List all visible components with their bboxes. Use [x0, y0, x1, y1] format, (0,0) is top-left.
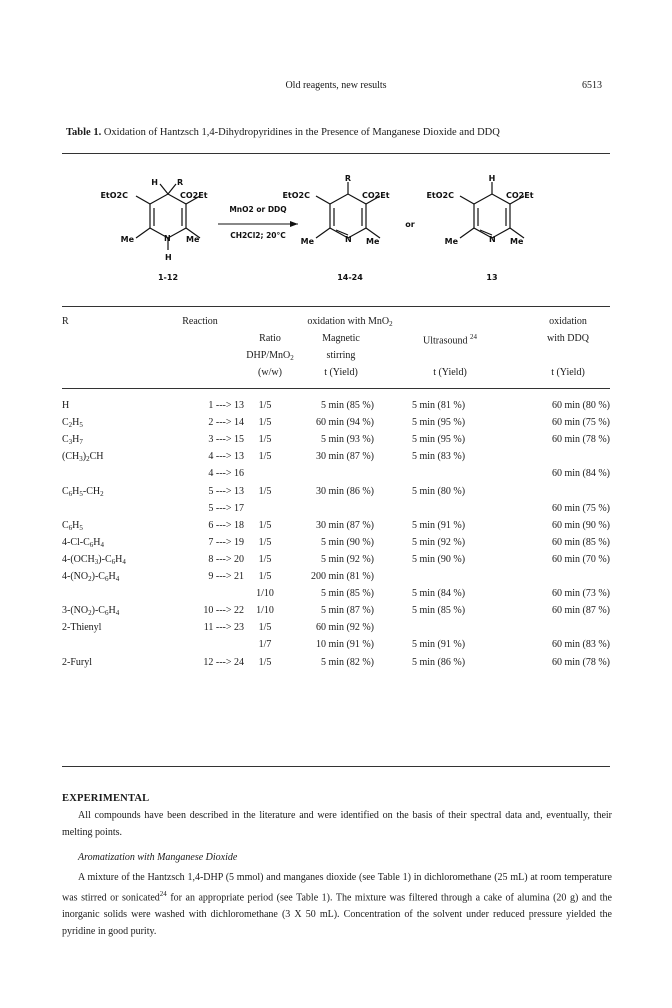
cell-r: $4-(OCH_3)-C_6H_4$ [62, 553, 126, 566]
cell-reaction: 5 ---> 17 [208, 502, 244, 514]
cell-magnetic: 5 min (90 %) [320, 536, 374, 548]
p2-h: H [488, 174, 496, 183]
rule-header-bottom [62, 388, 610, 389]
cell-ddq: 60 min (90 %) [551, 519, 610, 531]
cell-ratio: 1/7 [258, 639, 272, 651]
sm-label: 1-12 [157, 273, 179, 282]
cell-ultrasound: 5 min (92 %) [412, 536, 466, 548]
p1-label: 14-24 [337, 273, 363, 282]
sm-r: R [177, 178, 184, 187]
header-ratio: Ratio [259, 333, 281, 344]
cell-r: $(CH_3)_2CH$ [62, 451, 104, 464]
cell-reaction: 11 ---> 23 [203, 622, 244, 634]
cell-magnetic: 10 min (91 %) [315, 639, 374, 651]
cell-reaction: 3 ---> 15 [208, 434, 244, 446]
cell-magnetic: 5 min (93 %) [320, 434, 374, 446]
running-head [0, 80, 672, 96]
header-magnetic: Magnetic [322, 333, 360, 344]
p1-me-left: Me [300, 237, 314, 246]
header-r: R [62, 316, 69, 327]
cell-magnetic: 5 min (87 %) [320, 605, 374, 617]
p1-r: R [344, 174, 352, 183]
cell-magnetic: 60 min (92 %) [315, 622, 374, 634]
cell-magnetic: 30 min (87 %) [315, 519, 374, 531]
cell-magnetic: 30 min (86 %) [315, 485, 374, 497]
cell-magnetic: 30 min (87 %) [315, 451, 374, 463]
cell-reaction: 5 ---> 13 [208, 485, 244, 497]
cell-ddq: 60 min (87 %) [551, 605, 610, 617]
running-title: Old reagents, new results [285, 80, 387, 91]
sm-nh: H [165, 253, 172, 262]
cell-ratio: 1/5 [258, 553, 272, 565]
cell-magnetic: 200 min (81 %) [310, 571, 374, 582]
reaction-scheme [0, 172, 672, 290]
sm-h: H [151, 178, 158, 187]
cell-r: 2-Furyl [62, 656, 92, 668]
cell-reaction: 8 ---> 20 [208, 553, 244, 565]
cell-reaction: 12 ---> 24 [203, 656, 244, 668]
p2-me-left: Me [444, 237, 458, 246]
cell-ultrasound: 5 min (84 %) [412, 588, 466, 600]
cell-ratio: 1/5 [258, 622, 272, 634]
p2-n: N [489, 235, 496, 244]
rule-bottom [62, 766, 610, 767]
header-ultrasound [400, 333, 500, 346]
cell-ultrasound: 5 min (90 %) [412, 553, 466, 565]
cell-ddq: 60 min (85 %) [551, 536, 610, 548]
sm-n: N [164, 234, 171, 243]
cell-ratio: 1/5 [258, 417, 272, 429]
header-ddq3: t (Yield) [551, 367, 585, 378]
cell-reaction: 9 ---> 21 [208, 571, 244, 582]
reagent-top: MnO2 or DDQ [229, 205, 287, 214]
page-number: 6513 [582, 80, 602, 91]
table-caption [66, 127, 500, 138]
cell-ddq: 60 min (75 %) [551, 502, 610, 514]
header-ultrasound3: t (Yield) [433, 367, 467, 378]
procedure-part1: A mixture of the Hantzsch 1,4-DHP (5 mmol) and manganes dioxide (see Table 1) in dichloromethane (25 mL) at room temperature was stirred or sonicated [62, 872, 612, 904]
cell-ddq: 60 min (70 %) [551, 553, 610, 565]
cell-reaction: 4 ---> 13 [208, 451, 244, 463]
cell-ultrasound: 5 min (91 %) [412, 639, 466, 651]
cell-ratio: 1/5 [258, 656, 272, 668]
header-oxidation-mno2 [270, 316, 430, 328]
p2-ester-left: EtO2C [426, 191, 454, 200]
cell-ultrasound: 5 min (91 %) [412, 519, 466, 531]
cell-reaction: 10 ---> 22 [203, 605, 244, 617]
cell-magnetic: 60 min (94 %) [315, 417, 374, 429]
cell-ratio: 1/5 [258, 485, 272, 497]
subheading-mno2: Aromatization with Manganese Dioxide [78, 852, 238, 863]
procedure-part2: for an appropriate period (see Table 1). The mixture was filtered through a cake of alumina (20 g) and the inorganic solids were washed with dichloromethane (3 X 50 mL). Concentration of the solvent under reduced pressure yielded the pyridine in good purity. [62, 892, 612, 938]
cell-ratio: 1/5 [258, 434, 272, 446]
cell-ratio: 1/5 [258, 571, 272, 582]
rule-top [62, 153, 610, 154]
cell-ratio: 1/5 [258, 536, 272, 548]
header-ddq: oxidation [549, 316, 587, 327]
cell-magnetic: 5 min (82 %) [320, 656, 374, 668]
cell-ratio: 1/5 [258, 519, 272, 531]
scheme-or: or [405, 220, 415, 229]
cell-ratio: 1/5 [258, 451, 272, 463]
p2-ester-right: CO2Et [506, 191, 534, 200]
cell-reaction: 2 ---> 14 [208, 417, 244, 429]
cell-ddq: 60 min (78 %) [551, 656, 610, 668]
cell-ultrasound: 5 min (80 %) [412, 485, 466, 497]
cell-ultrasound: 5 min (86 %) [412, 656, 466, 668]
cell-r: $C_2H_5$ [62, 417, 83, 430]
p1-ester-left: EtO2C [282, 191, 310, 200]
p2-label: 13 [486, 273, 498, 282]
table-caption-text: Oxidation of Hantzsch 1,4-Dihydropyridines in the Presence of Manganese Dioxide and DDQ [103, 127, 500, 138]
header-ultrasound-text: Ultrasound [423, 335, 468, 347]
table-label: Table 1. [66, 127, 102, 138]
cell-r: $C_6H_5$ [62, 519, 83, 532]
cell-ratio: 1/5 [258, 400, 272, 411]
procedure-ref: 24 [159, 890, 167, 898]
cell-ultrasound: 5 min (95 %) [412, 434, 466, 446]
cell-r: 2-Thienyl [62, 622, 102, 634]
cell-r: $4-(NO_2)-C_6H_4$ [62, 571, 120, 583]
reaction-scheme-svg [0, 172, 672, 290]
p1-n: N [345, 235, 352, 244]
reagent-bottom: CH2Cl2; 20°C [230, 231, 286, 240]
cell-reaction: 1 ---> 13 [208, 400, 244, 411]
cell-ddq: 60 min (80 %) [551, 400, 610, 411]
cell-reaction: 4 ---> 16 [208, 468, 244, 480]
cell-ddq: 60 min (75 %) [551, 417, 610, 429]
cell-ratio: 1/10 [256, 605, 274, 617]
header-ratio2: DHP/MnO$_2$ [246, 350, 294, 362]
header-ratio3: (w/w) [258, 367, 282, 378]
header-ddq2: with DDQ [547, 333, 589, 344]
cell-magnetic: 5 min (85 %) [320, 588, 374, 600]
header-magnetic2: stirring [326, 350, 356, 361]
cell-magnetic: 5 min (92 %) [320, 553, 374, 565]
cell-reaction: 7 ---> 19 [208, 536, 244, 548]
cell-ultrasound: 5 min (81 %) [412, 400, 466, 411]
header-oxidation-mno2-text: oxidation with MnO$_2$ [307, 316, 393, 328]
sm-me-left: Me [120, 235, 134, 244]
p2-me-right: Me [510, 237, 524, 246]
cell-ddq: 60 min (78 %) [551, 434, 610, 446]
cell-r: $3-(NO_2)-C_6H_4$ [62, 605, 120, 618]
cell-r: $C_6H_5-CH_2$ [62, 485, 104, 498]
header-reaction: Reaction [182, 316, 218, 327]
cell-magnetic: 5 min (85 %) [320, 400, 374, 411]
cell-ddq: 60 min (73 %) [551, 588, 610, 600]
cell-ultrasound: 5 min (85 %) [412, 605, 466, 617]
header-ultrasound-ref: 24 [469, 333, 477, 341]
reaction-arrowhead [290, 221, 298, 227]
cell-ddq: 60 min (83 %) [551, 639, 610, 651]
sm-ester-right: CO2Et [180, 191, 208, 200]
cell-r: $C_3H_7$ [62, 434, 83, 447]
p1-ester-right: CO2Et [362, 191, 390, 200]
cell-r: $4-Cl-C_6H_4$ [62, 536, 105, 549]
rule-header-top [62, 306, 610, 307]
experimental-intro: All compounds have been described in the literature and were identified on the basis of their spectral data and, eventually, their melting points. [62, 810, 612, 838]
header-magnetic3: t (Yield) [324, 367, 358, 378]
cell-ultrasound: 5 min (83 %) [412, 451, 466, 463]
cell-ratio: 1/10 [256, 588, 274, 600]
p1-me-right: Me [366, 237, 380, 246]
sm-me-right: Me [186, 235, 200, 244]
sm-ester-left: EtO2C [100, 191, 128, 200]
cell-ultrasound: 5 min (95 %) [412, 417, 466, 429]
experimental-procedure [62, 869, 612, 940]
cell-r: H [62, 400, 70, 411]
cell-ddq: 60 min (84 %) [551, 468, 610, 480]
section-title-experimental: EXPERIMENTAL [62, 793, 150, 804]
cell-reaction: 6 ---> 18 [208, 519, 244, 531]
